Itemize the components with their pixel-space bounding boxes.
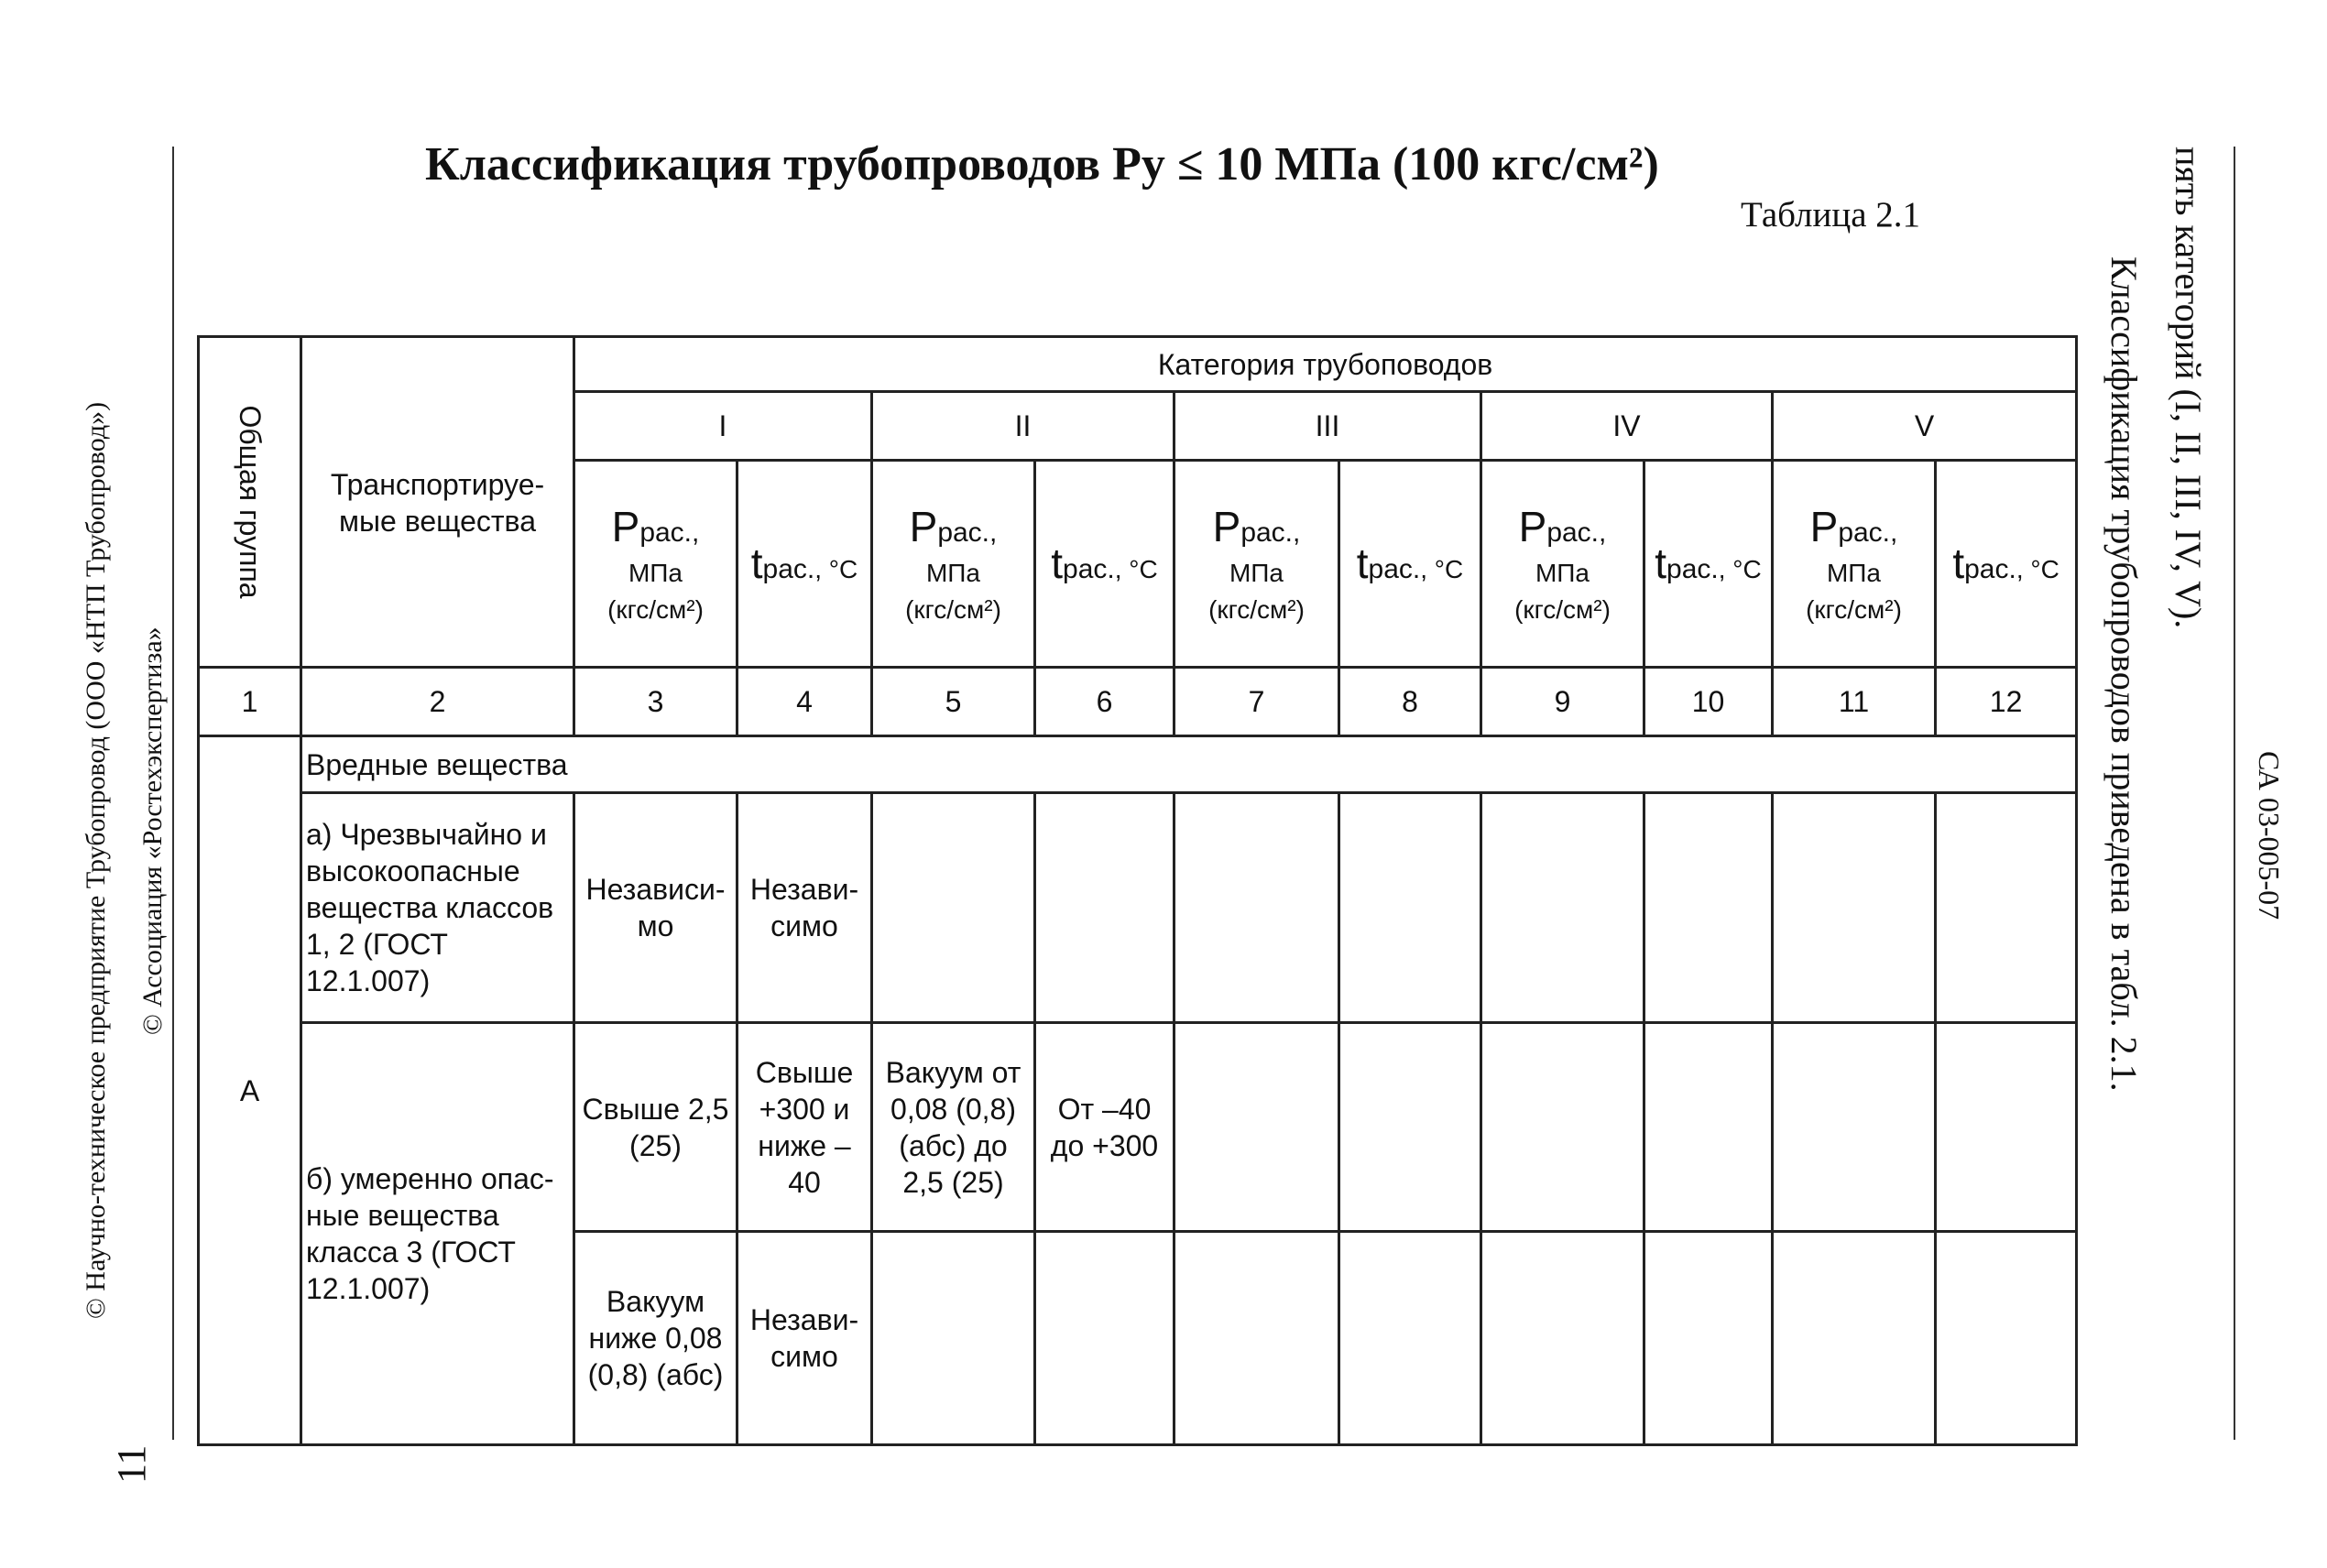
col-number: 12 [1936, 667, 2077, 735]
intro-line-1: пять категорий (I, II, III, IV, V). [2168, 147, 2209, 629]
category-header: Категория трубоповодов [574, 337, 2077, 392]
temperature-header: tрас., °С [737, 461, 872, 668]
cell-a-c3: Независи-мо [574, 793, 737, 1023]
category-ii: II [872, 392, 1174, 461]
cell-b1-c3: Свыше 2,5 (25) [574, 1022, 737, 1232]
col-number: 8 [1339, 667, 1481, 735]
empty-cell [1035, 1232, 1174, 1445]
right-margin-rule [2234, 147, 2235, 1440]
empty-cell [1773, 1232, 1936, 1445]
empty-cell [1481, 793, 1644, 1023]
col-number: 6 [1035, 667, 1174, 735]
col-number: 11 [1773, 667, 1936, 735]
cell-b2-c4: Незави-симо [737, 1232, 872, 1445]
col-number: 10 [1644, 667, 1773, 735]
empty-cell [1481, 1022, 1644, 1232]
empty-cell [1174, 1022, 1339, 1232]
empty-cell [1035, 793, 1174, 1023]
document-code: СА 03-005-07 [2253, 751, 2286, 920]
category-iii: III [1174, 392, 1481, 461]
classification-table [197, 335, 2078, 1446]
cell-b1-c6: От –40 до +300 [1035, 1022, 1174, 1232]
cell-b2-c3: Вакуум ниже 0,08 (0,8) (абс) [574, 1232, 737, 1445]
empty-cell [1339, 1022, 1481, 1232]
footer-copyright-1: © Ассоциация «Ростехэкспертиза» [137, 626, 168, 1035]
cell-b1-c5: Вакуум от 0,08 (0,8) (абс) до 2,5 (25) [872, 1022, 1035, 1232]
empty-cell [1936, 1022, 2077, 1232]
temperature-header: tрас., °С [1644, 461, 1773, 668]
empty-cell [872, 1232, 1035, 1445]
table-label: Таблица 2.1 [1741, 195, 1921, 234]
footer-copyright-2: © Научно-техническое предприятие Трубопровод (ООО «НТП Трубопровод») [81, 401, 111, 1319]
category-i: I [574, 392, 872, 461]
col-number: 5 [872, 667, 1035, 735]
col-number: 4 [737, 667, 872, 735]
empty-cell [1339, 793, 1481, 1023]
empty-cell [1339, 1232, 1481, 1445]
col-number: 1 [199, 667, 301, 735]
empty-cell [1936, 1232, 2077, 1445]
temperature-header: tрас., °С [1339, 461, 1481, 668]
left-margin-rule [172, 147, 174, 1440]
temperature-header: tрас., °С [1936, 461, 2077, 668]
substance-b: б) умеренно опас-ные вещества класса 3 (ГОСТ 12.1.007) [301, 1022, 574, 1444]
temperature-header: tрас., °С [1035, 461, 1174, 668]
empty-cell [1773, 1022, 1936, 1232]
col-number: 7 [1174, 667, 1339, 735]
pressure-header: Pрас., МПа (кгс/см²) [1174, 461, 1339, 668]
substances-header: Транспортируе-мые вещества [301, 337, 574, 668]
pressure-header: Pрас., МПа (кгс/см²) [574, 461, 737, 668]
pressure-header: Pрас., МПа (кгс/см²) [1481, 461, 1644, 668]
empty-cell [1773, 793, 1936, 1023]
page-number: 11 [109, 1444, 154, 1484]
empty-cell [1644, 1232, 1773, 1445]
general-group-header: Общая группа [199, 337, 301, 668]
empty-cell [1936, 793, 2077, 1023]
section-harmful: Вредные вещества [301, 736, 2077, 793]
col-number: 2 [301, 667, 574, 735]
substance-a: а) Чрезвычайно и высокоопасные вещества классов 1, 2 (ГОСТ 12.1.007) [301, 793, 574, 1023]
empty-cell [1174, 1232, 1339, 1445]
empty-cell [1644, 1022, 1773, 1232]
cell-a-c4: Незави-симо [737, 793, 872, 1023]
cell-b1-c4: Свыше +300 и ниже –40 [737, 1022, 872, 1232]
empty-cell [1644, 793, 1773, 1023]
pressure-header: Pрас., МПа (кгс/см²) [1773, 461, 1936, 668]
col-number: 3 [574, 667, 737, 735]
empty-cell [1174, 793, 1339, 1023]
col-number: 9 [1481, 667, 1644, 735]
category-iv: IV [1481, 392, 1773, 461]
empty-cell [872, 793, 1035, 1023]
group-a-cell: А [199, 736, 301, 1445]
empty-cell [1481, 1232, 1644, 1445]
category-v: V [1773, 392, 2077, 461]
intro-line-2: Классификация трубопроводов приведена в табл. 2.1. [2103, 256, 2145, 1092]
pressure-header: Pрас., МПа (кгс/см²) [872, 461, 1035, 668]
page-title: Классификация трубопроводов Pу ≤ 10 МПа (100 кгс/см²) [425, 138, 1659, 191]
